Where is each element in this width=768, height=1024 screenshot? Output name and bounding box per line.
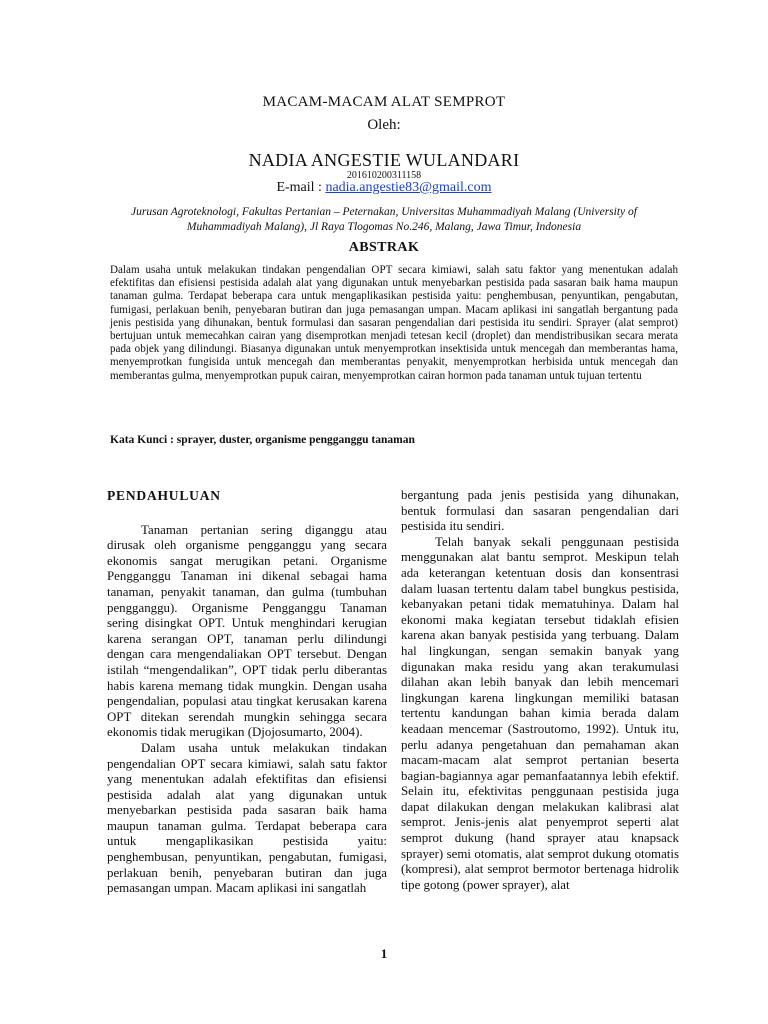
affiliation: Jurusan Agroteknologi, Fakultas Pertanian – Peternakan, Universitas Muhammadiyah Malang (University of Muhammadiyah Malang), Jl Raya Tlogomas No.246, Malang, Jawa Timur, Indonesia xyxy=(131,206,637,233)
paragraph: Telah banyak sekali penggunaan pestisida menggunakan alat bantu semprot. Meskipun telah ada keterangan ketentuan dosis dan konsentrasi dalam luasan tertentu dalam tabel bungkus pestisida, kebanyakan petani tidak mematuhinya. Dalam hal ekonomi maka kegiatan tersebut tidaklah efisien karena akan banyak pestisida yang terbuang. Dalam hal lingkungan, sengan semakin banyak yang digunakan maka residu yang akan terakumulasi dilahan akan lebih banyak dan lebih mencemari lingkungan karena lingkungan memiliki batasan tertentu kandungan bahan kimia berada dalam keadaan mencemar (Sastroutomo, 1992). Untuk itu, perlu adanya pengetahuan dan pemahaman akan macam-macam alat semprot pertanian beserta bagian-bagiannya agar pemanfaatannya lebih efektif. Selain itu, efektivitas penggunaan pestisida juga dapat dilakukan dengan melakukan kalibrasi alat semprot. Jenis-jenis alat penyemprot seperti alat semprot dukung (hand sprayer atau knapsack sprayer) semi otomatis, alat semprot dukung otomatis (kompresi), alat semprot bermotor bertenaga hidrolik tipe gotong (power sprayer), alat xyxy=(401,534,679,892)
paper-title: MACAM-MACAM ALAT SEMPROT xyxy=(262,94,506,110)
paragraph: Dalam usaha untuk melakukan tindakan pengendalian OPT secara kimiawi, salah satu faktor yang menentukan adalah efektifitas dan efisiensi pestisida adalah alat yang digunakan untuk menyebarkan pestisida pada sasaran baik hama maupun tanaman gulma. Terdapat beberapa cara untuk mengaplikasikan pestisida yaitu: penghembusan, penyuntikan, pengabutan, fumigasi, perlakuan benih, penyebaran butiran dan juga pemasangan umpan. Macam aplikasi ini sangatlah xyxy=(107,740,387,896)
email-link[interactable]: nadia.angestie83@gmail.com xyxy=(325,180,492,195)
left-column xyxy=(107,488,387,897)
page-number: 1 xyxy=(380,946,388,961)
author-name: NADIA ANGESTIE WULANDARI xyxy=(248,150,520,170)
abstract-heading: ABSTRAK xyxy=(348,240,420,255)
abstract-text: Dalam usaha untuk melakukan tindakan pengendalian OPT secara kimiawi, salah satu faktor yang menentukan adalah efektifitas dan efisiensi pestisida adalah alat yang digunakan untuk menyebarkan pestisida pada sasaran baik hama maupun tanaman gulma. Terdapat beberapa cara untuk mengaplikasikan pestisida yaitu: penghembusan, penyuntikan, pengabutan, fumigasi, perlakuan benih, penyebaran butiran dan juga pemasangan umpan. Macam aplikasi ini sangatlah bergantung pada jenis pestisida yang dihunakan, bentuk formulasi dan sasaran pengendalian dari pestisida itu sendiri. Sprayer (alat semprot) bertujuan untuk memecahkan cairan yang disemprotkan menjadi tetesan kecil (droplet) dan mendistribusikan secara merata pada objek yang dilindungi. Biasanya digunakan untuk menyemprotkan insektisida untuk mencegah dan memberantas hama, menyemprotkan fungisida untuk mencegah dan memberantas penyakit, menyemprotkan herbisida untuk mencegah dan memberantas gulma, menyemprotkan pupuk cairan, menyemprotkan cairan hormon pada tanaman untuk tujuan tertentu xyxy=(110,264,678,382)
email-label: E-mail : xyxy=(276,180,326,195)
paragraph-continuation: bergantung pada jenis pestisida yang dihunakan, bentuk formulasi dan sasaran pengendalian dari pestisida itu sendiri. xyxy=(401,488,679,534)
email-line xyxy=(0,180,768,196)
keywords: Kata Kunci : sprayer, duster, organisme pengganggu tanaman xyxy=(110,434,415,446)
paragraph: Tanaman pertanian sering diganggu atau dirusak oleh organisme pengganggu yang secara ekonomis sangat merugikan petani. Organisme Pengganggu Tanaman ini dikenal sebagai hama tanaman, penyakit tanaman, dan gulma (tumbuhan pengganggu). Organisme Pengganggu Tanaman sering disingkat OPT. Untuk menghindari kerugian karena serangan OPT, tanaman perlu dilindungi dengan cara mengendaliakan OPT tersebut. Dengan istilah “mengendalikan”, OPT tidak perlu diberantas habis karena memang tidak mungkin. Dengan usaha pengendalian, populasi atau tingkat kerusakan karena OPT ditekan serendah mungkin sehingga secara ekonomis tidak merugikan (Djojosumarto, 2004). xyxy=(107,522,387,740)
right-column xyxy=(401,488,679,893)
by-label: Oleh: xyxy=(367,117,401,133)
section-heading: PENDAHULUAN xyxy=(107,488,221,503)
student-id: 201610200311158 xyxy=(346,170,422,181)
